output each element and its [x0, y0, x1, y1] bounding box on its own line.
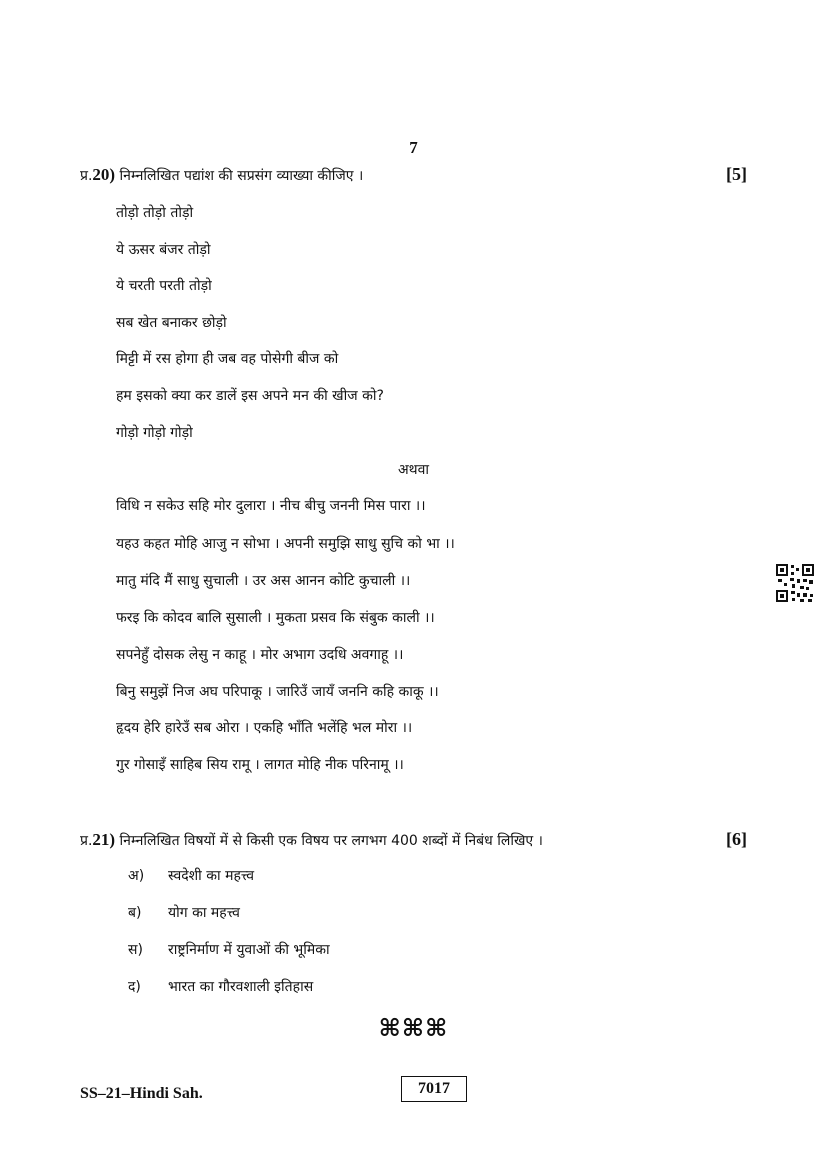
end-ornament: ⌘⌘⌘: [378, 1014, 449, 1042]
poem-line: ये चरती परती तोड़ो: [116, 278, 212, 294]
poem-line: सब खेत बनाकर छोड़ो: [116, 315, 227, 331]
page-number: 7: [409, 138, 418, 157]
alt-line: सपनेहुँ दोसक लेसु न काहू । मोर अभाग उदधि अवगाहू ।।: [116, 647, 404, 663]
qr-code-icon: [775, 563, 815, 603]
alt-line: बिनु समुझें निज अघ परिपाकू । जारिउँ जायँ जननि कहि काकू ।।: [116, 684, 439, 700]
q20-prefix: प्र.: [80, 168, 93, 184]
poem-line: हम इसको क्या कर डालें इस अपने मन की खीज को?: [116, 388, 384, 404]
poem-line: तोड़ो तोड़ो तोड़ो: [116, 205, 194, 221]
q21-number: 21): [92, 830, 116, 849]
q21-prefix: प्र.: [80, 833, 93, 849]
option-text: भारत का गौरवशाली इतिहास: [168, 979, 314, 995]
alt-line: हृदय हेरि हारेउँ सब ओरा । एकहि भाँति भलेंहि भल मोरा ।।: [116, 720, 413, 736]
alt-line: गुर गोसाइँ साहिब सिय रामू । लागत मोहि नीक परिनामू ।।: [116, 757, 404, 773]
poem-line: गोड़ो गोड़ो गोड़ो: [116, 425, 193, 441]
alt-line: फरइ कि कोदव बालि सुसाली । मुकता प्रसव कि संबुक काली ।।: [116, 610, 435, 626]
option-text: स्वदेशी का महत्त्व: [168, 868, 255, 884]
poem-line: ये ऊसर बंजर तोड़ो: [116, 242, 211, 258]
q21-heading: [80, 830, 543, 850]
q21-marks: [6]: [726, 829, 747, 849]
q20-heading: [80, 165, 363, 185]
option-letter: ब): [128, 905, 142, 921]
paper-code: SS–21–Hindi Sah.: [80, 1085, 203, 1102]
q20-marks: [5]: [726, 164, 747, 184]
option-letter: द): [128, 979, 141, 995]
option-text: योग का महत्त्व: [168, 905, 240, 921]
option-letter: स): [128, 942, 143, 958]
serial-number-box: 7017: [401, 1076, 467, 1102]
q20-instruction: निम्नलिखित पद्यांश की सप्रसंग व्याख्या कीजिए ।: [119, 168, 364, 184]
alt-line: विधि न सकेउ सहि मोर दुलारा । नीच बीचु जननी मिस पारा ।।: [116, 498, 426, 514]
alt-line: मातु मंदि मैं साधु सुचाली । उर अस आनन कोटि कुचाली ।।: [116, 573, 411, 589]
or-label: अथवा: [397, 462, 430, 478]
option-letter: अ): [128, 868, 145, 884]
alt-line: यहउ कहत मोहि आजु न सोभा । अपनी समुझि साधु सुचि को भा ।।: [116, 536, 455, 552]
option-text: राष्ट्रनिर्माण में युवाओं की भूमिका: [168, 942, 330, 958]
poem-line: मिट्टी में रस होगा ही जब वह पोसेगी बीज को: [116, 351, 339, 367]
q21-instruction: निम्नलिखित विषयों में से किसी एक विषय पर लगभग 400 शब्दों में निबंध लिखिए ।: [119, 833, 543, 849]
q20-number: 20): [92, 165, 116, 184]
